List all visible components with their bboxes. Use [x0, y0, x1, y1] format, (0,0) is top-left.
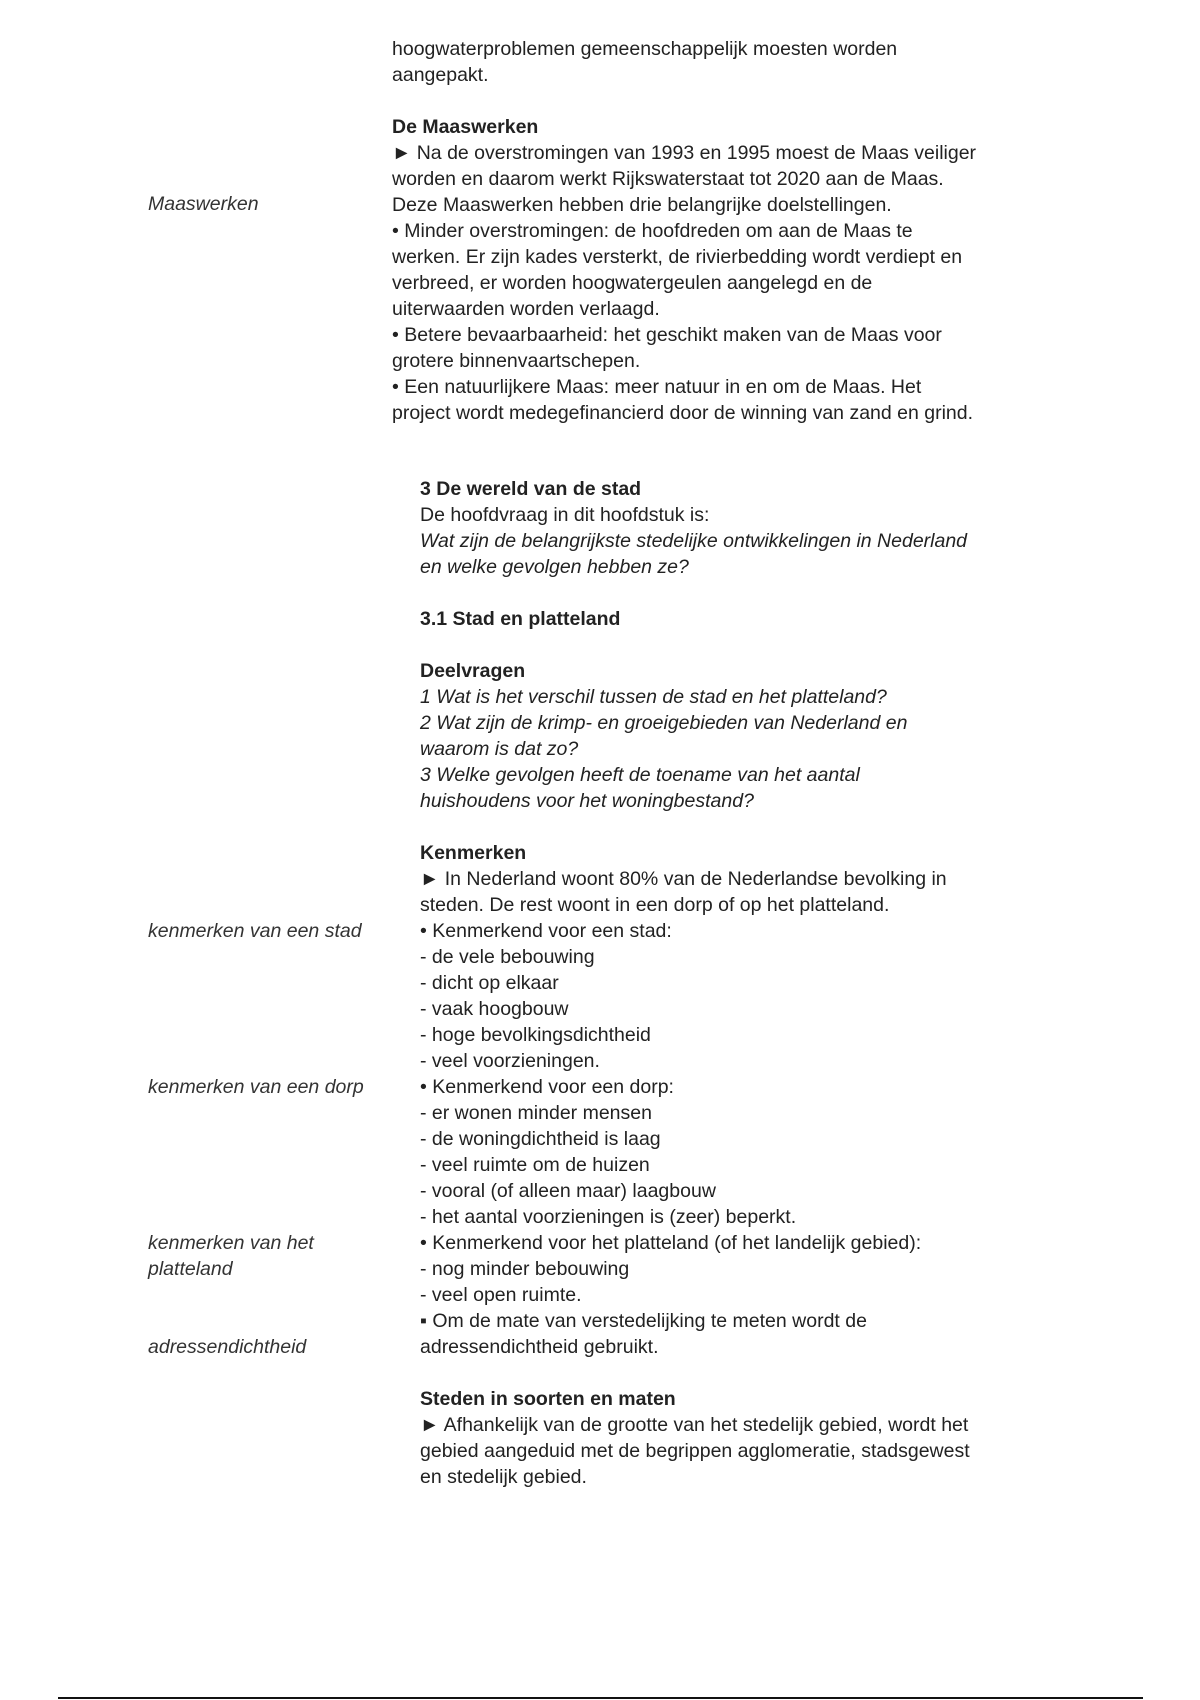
sub-question-line: huishoudens voor het woningbestand? [420, 790, 754, 812]
text-line: - veel ruimte om de huizen [420, 1154, 650, 1176]
margin-label-stad: kenmerken van een stad [148, 920, 362, 942]
text-line: ► Afhankelijk van de grootte van het stedelijk gebied, wordt het [420, 1414, 969, 1436]
text-line: steden. De rest woont in een dorp of op het platteland. [420, 894, 890, 916]
sub-question-line: 2 Wat zijn de krimp- en groeigebieden van Nederland en [420, 712, 908, 734]
text-line: • Kenmerkend voor een stad: [420, 920, 672, 942]
text-line: aangepakt. [392, 64, 489, 86]
text-line: - hoge bevolkingsdichtheid [420, 1024, 651, 1046]
text-line: - vaak hoogbouw [420, 998, 569, 1020]
margin-label-adressendichtheid: adressendichtheid [148, 1336, 307, 1358]
subsection-heading: 3.1 Stad en platteland [420, 608, 621, 630]
section-heading: De Maaswerken [392, 116, 539, 138]
text-line: ► Na de overstromingen van 1993 en 1995 moest de Maas veiliger [392, 142, 977, 164]
margin-label-line: kenmerken van het [148, 1232, 314, 1254]
text-line: grotere binnenvaartschepen. [392, 350, 641, 372]
text-line: gebied aangeduid met de begrippen agglomeratie, stadsgewest [420, 1440, 970, 1462]
deelvragen-heading: Deelvragen [420, 660, 526, 682]
text-line: ▪ Om de mate van verstedelijking te meten wordt de [420, 1310, 867, 1332]
text-line: project wordt medegefinancierd door de winning van zand en grind. [392, 402, 974, 424]
sub-question-line: waarom is dat zo? [420, 738, 579, 760]
footer-rule [58, 1697, 1143, 1699]
text-line: - veel open ruimte. [420, 1284, 582, 1306]
text-line: - het aantal voorzieningen is (zeer) beperkt. [420, 1206, 797, 1228]
chapter-heading: 3 De wereld van de stad [420, 478, 642, 500]
text-line: werken. Er zijn kades versterkt, de rivierbedding wordt verdiept en [392, 246, 963, 268]
text-line: uiterwaarden worden verlaagd. [392, 298, 660, 320]
main-question-line: Wat zijn de belangrijkste stedelijke ontwikkelingen in Nederland [420, 530, 968, 552]
text-line: worden en daarom werkt Rijkswaterstaat tot 2020 aan de Maas. [392, 168, 944, 190]
text-line: - er wonen minder mensen [420, 1102, 652, 1124]
text-line: • Kenmerkend voor het platteland (of het landelijk gebied): [420, 1232, 922, 1254]
margin-label-platteland [148, 1230, 314, 1282]
text-line: en stedelijk gebied. [420, 1466, 587, 1488]
text-line: • Een natuurlijkere Maas: meer natuur in en om de Maas. Het [392, 376, 922, 398]
text-line: • Betere bevaarbaarheid: het geschikt maken van de Maas voor [392, 324, 942, 346]
margin-label-line: platteland [148, 1258, 233, 1280]
maaswerken-section [392, 114, 976, 426]
text-line: - de woningdichtheid is laag [420, 1128, 661, 1150]
margin-label-dorp: kenmerken van een dorp [148, 1076, 364, 1098]
text-line: De hoofdvraag in dit hoofdstuk is: [420, 504, 710, 526]
margin-label-maaswerken: Maaswerken [148, 193, 259, 215]
text-line: • Kenmerkend voor een dorp: [420, 1076, 674, 1098]
text-line: - vooral (of alleen maar) laagbouw [420, 1180, 716, 1202]
text-line: - nog minder bebouwing [420, 1258, 630, 1280]
sub-question-line: 1 Wat is het verschil tussen de stad en het platteland? [420, 686, 887, 708]
text-line: - de vele bebouwing [420, 946, 595, 968]
text-line: hoogwaterproblemen gemeenschappelijk moesten worden [392, 38, 898, 60]
text-line: - veel voorzieningen. [420, 1050, 600, 1072]
text-line: • Minder overstromingen: de hoofdreden om aan de Maas te [392, 220, 913, 242]
sub-question-line: 3 Welke gevolgen heeft de toename van het aantal [420, 764, 860, 786]
continuation-paragraph [392, 36, 897, 88]
kenmerken-heading: Kenmerken [420, 842, 527, 864]
text-line: - dicht op elkaar [420, 972, 559, 994]
text-line: adressendichtheid gebruikt. [420, 1336, 659, 1358]
chapter-3-section [420, 476, 970, 1490]
text-line: ► In Nederland woont 80% van de Nederlandse bevolking in [420, 868, 947, 890]
main-question-line: en welke gevolgen hebben ze? [420, 556, 689, 578]
text-line: verbreed, er worden hoogwatergeulen aangelegd en de [392, 272, 873, 294]
steden-heading: Steden in soorten en maten [420, 1388, 676, 1410]
text-line: Deze Maaswerken hebben drie belangrijke doelstellingen. [392, 194, 892, 216]
